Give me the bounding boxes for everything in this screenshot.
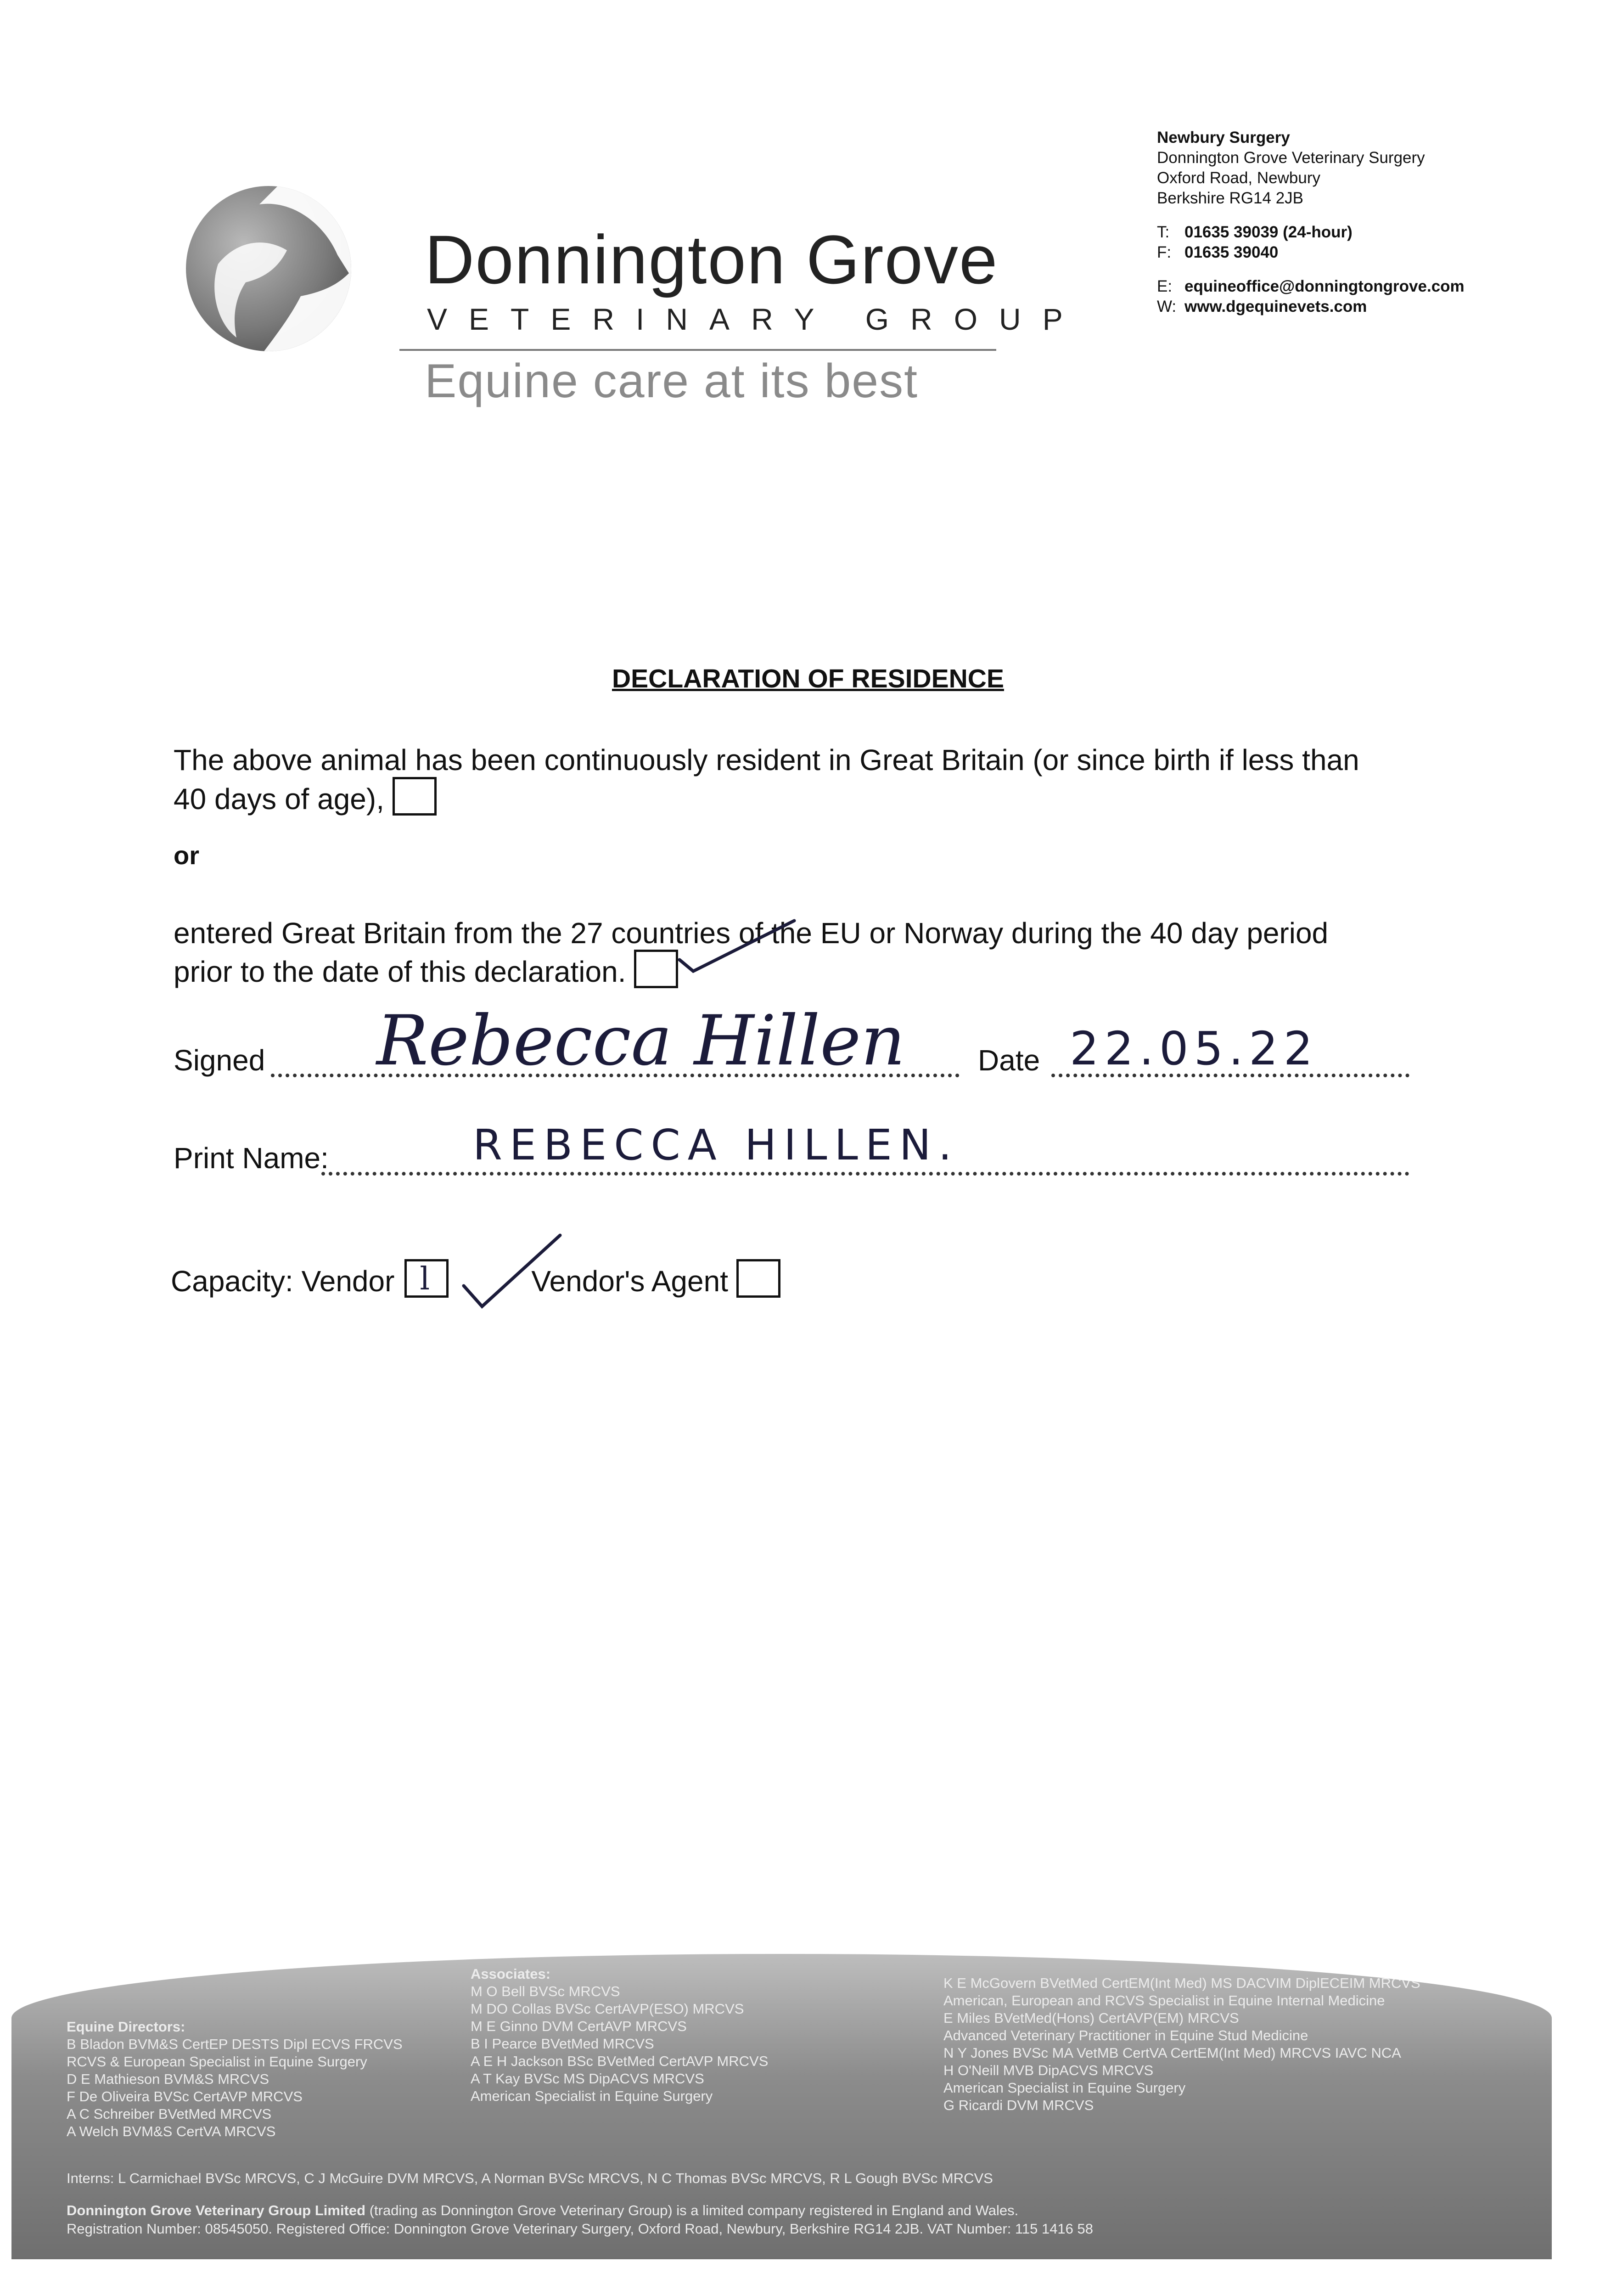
option1-line2: 40 days of age), — [174, 782, 384, 816]
address-block — [1157, 128, 1465, 317]
option2-line2: prior to the date of this declaration. — [174, 955, 626, 988]
vendor-tick-icon — [459, 1231, 569, 1313]
director-entry: A Welch BVM&S CertVA MRCVS — [67, 2123, 276, 2139]
horse-head-icon — [186, 186, 351, 351]
email-label: E: — [1157, 277, 1173, 295]
company-text: (trading as Donnington Grove Veterinary Group) is a limited company registered in England and Wales. — [369, 2202, 1019, 2218]
director-entry: RCVS & European Specialist in Equine Surgery — [67, 2054, 367, 2070]
specialist-entry: H O'Neill MVB DipACVS MRCVS — [943, 2062, 1154, 2078]
vendor-mark: l — [420, 1261, 430, 1297]
print-name-line — [321, 1172, 1409, 1176]
vendors-agent-checkbox[interactable] — [736, 1259, 780, 1298]
address-line-2: Oxford Road, Newbury — [1157, 169, 1320, 187]
option2-line2-row — [174, 950, 678, 989]
associate-entry: M E Ginno DVM CertAVP MRCVS — [471, 2018, 687, 2034]
capacity-label: Capacity: Vendor — [171, 1265, 395, 1298]
vendors-agent-label: Vendor's Agent — [531, 1265, 728, 1298]
associates-block — [471, 1965, 768, 2105]
brand-name: Donnington Grove — [425, 221, 999, 298]
option2-line1: entered Great Britain from the 27 countries of the EU or Norway during the 40 day period — [174, 917, 1329, 950]
email-link[interactable]: equineoffice@donningtongrove.com — [1184, 277, 1465, 295]
telephone-row — [1157, 222, 1465, 242]
tel-label: T: — [1157, 223, 1170, 241]
brand-divider — [399, 349, 996, 351]
interns-line: Interns: L Carmichael BVSc MRCVS, C J McGuire DVM MRCVS, A Norman BVSc MRCVS, N C Thomas BVSc MRCVS, R L Gough BVSc MRCVS — [67, 2170, 993, 2186]
resident-checkbox[interactable] — [393, 777, 437, 816]
email-row — [1157, 276, 1465, 297]
print-name-label: Print Name: — [174, 1142, 329, 1175]
director-entry: A C Schreiber BVetMed MRCVS — [67, 2106, 272, 2122]
option1-line2-row — [174, 777, 437, 816]
signature[interactable]: Rebecca Hillen — [376, 1001, 905, 1081]
web-label: W: — [1157, 298, 1177, 315]
specialist-entry: G Ricardi DVM MRCVS — [943, 2097, 1094, 2113]
fax: 01635 39040 — [1184, 243, 1279, 261]
director-entry: F De Oliveira BVSc CertAVP MRCVS — [67, 2088, 303, 2105]
vendor-checkbox[interactable] — [404, 1259, 449, 1298]
signed-label: Signed — [174, 1044, 265, 1077]
option1-line1: The above animal has been continuously resident in Great Britain (or since birth if less than — [174, 743, 1359, 777]
directors-heading: Equine Directors: — [67, 2019, 185, 2035]
web-row — [1157, 297, 1465, 317]
specialist-entry: American, European and RCVS Specialist in Equine Internal Medicine — [943, 1992, 1385, 2009]
date-label: Date — [978, 1044, 1040, 1077]
date-value[interactable]: 22.05.22 — [1070, 1022, 1319, 1075]
registration-line: Registration Number: 08545050. Registered Office: Donnington Grove Veterinary Surgery, Oxford Road, Newbury, Berkshire RG14 2JB. VAT Number: 115 1416 58 — [67, 2221, 1094, 2237]
surgery-name: Newbury Surgery — [1157, 129, 1290, 146]
specialist-entry: N Y Jones BVSc MA VetMB CertVA CertEM(Int Med) MRCVS IAVC NCA — [943, 2045, 1401, 2061]
print-name-value[interactable]: REBECCA HILLEN. — [473, 1120, 959, 1170]
footer-banner — [11, 1954, 1552, 2259]
telephone: 01635 39039 (24-hour) — [1184, 223, 1353, 241]
horse-head-logo — [186, 186, 351, 351]
associate-entry: B I Pearce BVetMed MRCVS — [471, 2036, 654, 2052]
specialist-entry: K E McGovern BVetMed CertEM(Int Med) MS DACVIM DiplECEIM MRCVS — [943, 1975, 1420, 1991]
associate-entry: M O Bell BVSc MRCVS — [471, 1983, 620, 1999]
brand-subtitle: VETERINARY GROUP — [427, 302, 1084, 336]
specialists-block — [943, 1975, 1420, 2114]
director-entry: D E Mathieson BVM&S MRCVS — [67, 2071, 269, 2087]
declaration-title: DECLARATION OF RESIDENCE — [612, 664, 1004, 693]
associate-entry: M DO Collas BVSc CertAVP(ESO) MRCVS — [471, 2001, 744, 2017]
specialist-entry: E Miles BVetMed(Hons) CertAVP(EM) MRCVS — [943, 2010, 1239, 2026]
director-entry: B Bladon BVM&S CertEP DESTS Dipl ECVS FRCVS — [67, 2036, 403, 2052]
associates-heading: Associates: — [471, 1966, 551, 1982]
address-line-3: Berkshire RG14 2JB — [1157, 189, 1304, 207]
associate-entry: A T Kay BVSc MS DipACVS MRCVS — [471, 2071, 704, 2087]
or-separator: or — [174, 841, 199, 870]
directors-block — [67, 2018, 403, 2140]
associate-entry: A E H Jackson BSc BVetMed CertAVP MRCVS — [471, 2053, 769, 2069]
specialist-entry: Advanced Veterinary Practitioner in Equine Stud Medicine — [943, 2027, 1308, 2043]
website-link[interactable]: www.dgequinevets.com — [1184, 298, 1367, 315]
fax-label: F: — [1157, 243, 1172, 261]
company-name: Donnington Grove Veterinary Group Limited — [67, 2202, 366, 2218]
associate-entry: American Specialist in Equine Surgery — [471, 2088, 713, 2104]
tagline: Equine care at its best — [425, 355, 919, 408]
checkmark-icon — [661, 916, 799, 985]
specialist-entry: American Specialist in Equine Surgery — [943, 2080, 1186, 2096]
address-line-1: Donnington Grove Veterinary Surgery — [1157, 149, 1425, 167]
company-line — [67, 2202, 1018, 2219]
fax-row — [1157, 242, 1465, 263]
